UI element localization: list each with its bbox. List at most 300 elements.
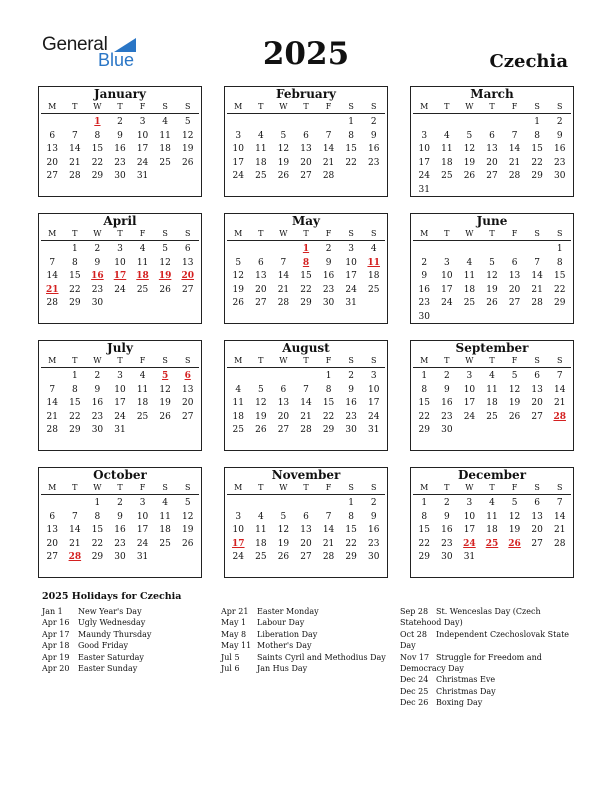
weekday-header: W xyxy=(279,483,288,492)
empty-day-cell xyxy=(41,370,64,384)
day-grid xyxy=(41,116,199,184)
holiday-entry xyxy=(400,686,572,697)
day-cell: 1 xyxy=(348,117,354,127)
empty-day-cell xyxy=(295,497,318,511)
day-cell: 15 xyxy=(531,144,543,155)
day-cell: 12 xyxy=(232,271,244,282)
day-cell: 27 xyxy=(277,425,290,436)
weekday-header: T xyxy=(72,356,78,365)
day-cell: 17 xyxy=(367,398,380,409)
day-cell: 5 xyxy=(511,498,518,508)
day-cell: 20 xyxy=(46,538,58,549)
day-cell: 28 xyxy=(46,298,58,309)
day-cell: 3 xyxy=(117,244,123,254)
weekday-header: T xyxy=(303,229,309,238)
day-cell: 10 xyxy=(367,384,380,395)
day-cell: 8 xyxy=(348,130,354,141)
day-cell: 25 xyxy=(136,284,149,295)
day-cell: 1 xyxy=(534,117,540,127)
day-cell: 14 xyxy=(46,271,58,282)
weekday-header-row xyxy=(413,228,571,241)
day-cell: 2 xyxy=(94,371,101,381)
day-cell: 8 xyxy=(348,511,354,522)
day-cell: 10 xyxy=(441,271,453,282)
weekday-header: F xyxy=(139,102,146,111)
month-name: June xyxy=(476,214,508,228)
day-cell: 13 xyxy=(486,144,498,155)
empty-day-cell xyxy=(481,116,504,130)
holiday-day-cell: 25 xyxy=(485,538,499,549)
day-cell: 13 xyxy=(300,144,312,155)
day-cell: 10 xyxy=(136,130,149,141)
weekday-header: S xyxy=(370,356,377,365)
day-cell: 22 xyxy=(322,411,335,422)
month-name: October xyxy=(93,468,147,482)
empty-day-cell xyxy=(227,497,250,511)
weekday-header: W xyxy=(465,102,474,111)
day-cell: 26 xyxy=(181,157,194,168)
weekday-header-row xyxy=(413,482,571,495)
holiday-name: Boxing Day xyxy=(436,698,483,708)
day-cell: 21 xyxy=(553,525,566,536)
day-cell: 30 xyxy=(91,425,104,436)
weekday-header: W xyxy=(279,356,288,365)
day-cell: 9 xyxy=(370,511,377,522)
day-cell: 2 xyxy=(117,498,123,508)
weekday-header: M xyxy=(48,356,57,365)
day-cell: 20 xyxy=(255,284,267,295)
weekday-header: M xyxy=(420,483,429,492)
day-cell: 6 xyxy=(49,511,56,522)
holiday-entry xyxy=(42,606,212,617)
day-cell: 6 xyxy=(303,130,309,141)
weekday-header: W xyxy=(93,356,102,365)
day-cell: 11 xyxy=(486,384,498,395)
day-cell: 19 xyxy=(277,157,290,168)
day-cell: 20 xyxy=(300,157,312,168)
weekday-header: T xyxy=(303,356,309,365)
day-grid xyxy=(41,370,199,438)
day-cell: 6 xyxy=(534,498,540,508)
day-cell: 22 xyxy=(345,538,357,549)
weekday-header: F xyxy=(139,483,146,492)
day-cell: 3 xyxy=(348,244,354,254)
day-cell: 2 xyxy=(443,498,450,508)
day-cell: 6 xyxy=(489,130,495,141)
weekday-header: T xyxy=(303,102,309,111)
day-cell: 24 xyxy=(114,284,126,295)
day-cell: 2 xyxy=(94,244,101,254)
weekday-header-row xyxy=(227,101,385,114)
holiday-date: Jul 6 xyxy=(221,663,240,673)
holiday-date: Apr 19 xyxy=(42,652,70,662)
day-cell: 26 xyxy=(277,171,290,182)
day-cell: 28 xyxy=(277,298,290,309)
day-cell: 14 xyxy=(508,144,521,155)
day-cell: 30 xyxy=(553,171,566,182)
day-cell: 20 xyxy=(300,538,312,549)
holiday-name: Struggle for Freedom and Democracy Day xyxy=(400,652,542,674)
day-cell: 25 xyxy=(441,171,453,182)
day-cell: 12 xyxy=(277,144,290,155)
weekday-header: W xyxy=(93,229,102,238)
day-cell: 14 xyxy=(300,398,312,409)
day-cell: 16 xyxy=(441,398,453,409)
day-cell: 12 xyxy=(508,511,521,522)
holiday-entry xyxy=(400,674,572,685)
day-cell: 4 xyxy=(162,498,168,508)
day-cell: 1 xyxy=(71,371,78,381)
day-cell: 14 xyxy=(69,144,81,155)
day-cell: 23 xyxy=(322,284,335,295)
day-cell: 26 xyxy=(255,425,267,436)
day-grid xyxy=(227,243,385,311)
weekday-header: S xyxy=(348,356,354,365)
day-cell: 14 xyxy=(69,525,81,536)
weekday-header: S xyxy=(370,102,377,111)
weekday-header: T xyxy=(489,483,495,492)
day-cell: 11 xyxy=(159,511,171,522)
month-name: May xyxy=(291,214,321,228)
day-cell: 9 xyxy=(370,130,377,141)
weekday-header: S xyxy=(534,102,540,111)
month-december xyxy=(410,467,574,578)
month-name: November xyxy=(271,468,341,482)
holiday-date: Sep 28 xyxy=(400,607,429,616)
empty-day-cell xyxy=(227,243,250,257)
day-cell: 20 xyxy=(46,157,58,168)
day-cell: 15 xyxy=(69,271,81,282)
day-cell: 22 xyxy=(345,157,357,168)
empty-day-cell xyxy=(295,116,318,130)
weekday-header: T xyxy=(489,356,495,365)
weekday-header: T xyxy=(258,356,264,365)
day-cell: 2 xyxy=(348,371,354,381)
holiday-name: Good Friday xyxy=(78,641,129,651)
holiday-entry xyxy=(400,697,572,708)
weekday-header: T xyxy=(72,102,78,111)
day-cell: 8 xyxy=(421,384,428,395)
day-cell: 20 xyxy=(181,398,194,409)
day-cell: 24 xyxy=(232,552,244,563)
day-cell: 6 xyxy=(280,384,287,395)
day-grid xyxy=(413,243,571,325)
weekday-header-row xyxy=(41,228,199,241)
day-cell: 11 xyxy=(463,271,476,282)
holiday-entry xyxy=(42,617,212,628)
holiday-entry xyxy=(42,652,212,663)
day-cell: 27 xyxy=(181,411,194,422)
day-cell: 6 xyxy=(511,257,518,268)
weekday-header: S xyxy=(184,102,191,111)
month-name: September xyxy=(455,341,529,355)
day-cell: 7 xyxy=(534,257,540,268)
day-cell: 19 xyxy=(159,398,171,409)
holiday-day-cell: 17 xyxy=(232,538,245,549)
day-grid xyxy=(227,370,385,438)
weekday-header: S xyxy=(162,102,168,111)
day-cell: 9 xyxy=(556,130,563,141)
weekday-header: T xyxy=(117,483,123,492)
holiday-date: Apr 20 xyxy=(42,663,70,673)
day-cell: 13 xyxy=(46,144,58,155)
holiday-name: Easter Sunday xyxy=(78,663,138,673)
day-cell: 31 xyxy=(463,552,476,563)
day-cell: 22 xyxy=(69,284,81,295)
day-cell: 7 xyxy=(325,130,332,141)
month-january xyxy=(38,86,202,197)
day-cell: 31 xyxy=(418,184,430,195)
month-april xyxy=(38,213,202,324)
empty-day-cell xyxy=(272,116,295,130)
day-cell: 21 xyxy=(277,284,290,295)
day-cell: 1 xyxy=(556,244,563,254)
day-grid xyxy=(41,497,199,565)
day-cell: 19 xyxy=(181,525,194,536)
day-grid xyxy=(41,243,199,311)
holiday-name: Liberation Day xyxy=(257,629,318,639)
weekday-header-row xyxy=(227,355,385,368)
day-cell: 3 xyxy=(139,117,146,127)
weekday-header: M xyxy=(48,229,57,238)
day-cell: 10 xyxy=(232,144,244,155)
day-cell: 22 xyxy=(91,538,104,549)
day-cell: 14 xyxy=(531,271,543,282)
weekday-header: T xyxy=(444,483,450,492)
weekday-header-row xyxy=(41,482,199,495)
weekday-header: S xyxy=(348,229,354,238)
weekday-header: F xyxy=(325,356,332,365)
day-cell: 25 xyxy=(232,425,244,436)
day-cell: 24 xyxy=(441,298,453,309)
day-cell: 18 xyxy=(159,144,171,155)
day-cell: 17 xyxy=(136,525,149,536)
empty-day-cell xyxy=(272,497,295,511)
day-cell: 23 xyxy=(345,411,357,422)
holiday-name: Maundy Thursday xyxy=(78,629,152,639)
day-cell: 11 xyxy=(232,398,244,409)
day-cell: 7 xyxy=(280,257,287,268)
day-cell: 5 xyxy=(162,244,168,254)
day-cell: 4 xyxy=(257,130,264,141)
day-cell: 17 xyxy=(345,271,357,282)
day-cell: 22 xyxy=(418,538,430,549)
empty-day-cell xyxy=(64,116,87,130)
weekday-header: W xyxy=(93,102,102,111)
day-cell: 30 xyxy=(114,552,126,563)
weekday-header-row xyxy=(413,355,571,368)
day-cell: 18 xyxy=(255,538,267,549)
day-cell: 7 xyxy=(49,384,56,395)
day-cell: 23 xyxy=(418,298,430,309)
day-cell: 5 xyxy=(280,511,287,522)
day-cell: 4 xyxy=(489,371,495,381)
day-cell: 14 xyxy=(277,271,290,282)
day-cell: 15 xyxy=(418,525,430,536)
day-cell: 18 xyxy=(463,284,476,295)
day-cell: 11 xyxy=(255,144,267,155)
weekday-header: T xyxy=(72,229,78,238)
day-cell: 29 xyxy=(69,298,81,309)
holiday-date: Apr 17 xyxy=(42,629,70,639)
day-cell: 9 xyxy=(421,271,428,282)
day-cell: 17 xyxy=(136,144,149,155)
day-cell: 11 xyxy=(136,257,149,268)
weekday-header: S xyxy=(534,483,540,492)
day-cell: 29 xyxy=(91,552,104,563)
weekday-header: S xyxy=(534,356,540,365)
day-cell: 17 xyxy=(418,157,430,168)
day-cell: 25 xyxy=(486,411,498,422)
day-cell: 27 xyxy=(531,538,543,549)
holiday-date: Jan 1 xyxy=(42,607,63,616)
weekday-header: T xyxy=(489,102,495,111)
holiday-entry xyxy=(400,652,572,675)
day-cell: 13 xyxy=(181,257,194,268)
day-cell: 11 xyxy=(136,384,149,395)
day-cell: 26 xyxy=(181,538,194,549)
holiday-name: St. Wenceslas Day (Czech Statehood Day) xyxy=(400,607,541,628)
day-cell: 4 xyxy=(489,498,495,508)
weekday-header: T xyxy=(72,483,78,492)
day-cell: 4 xyxy=(139,244,146,254)
day-cell: 13 xyxy=(181,384,194,395)
day-cell: 24 xyxy=(418,171,430,182)
day-cell: 5 xyxy=(184,117,191,127)
holiday-name: Labour Day xyxy=(257,618,305,628)
day-cell: 13 xyxy=(531,511,543,522)
empty-day-cell xyxy=(250,243,273,257)
empty-day-cell xyxy=(413,116,436,130)
day-cell: 11 xyxy=(486,511,498,522)
day-cell: 15 xyxy=(553,271,566,282)
day-cell: 23 xyxy=(553,157,566,168)
day-cell: 1 xyxy=(94,498,101,508)
day-cell: 23 xyxy=(367,538,380,549)
day-cell: 16 xyxy=(322,271,335,282)
weekday-header: M xyxy=(420,356,429,365)
empty-day-cell xyxy=(295,370,318,384)
day-cell: 29 xyxy=(69,425,81,436)
day-cell: 16 xyxy=(114,144,126,155)
day-cell: 26 xyxy=(277,552,290,563)
holiday-date: Dec 26 xyxy=(400,698,429,708)
day-cell: 10 xyxy=(418,144,430,155)
holiday-date: Jul 5 xyxy=(221,652,240,662)
month-february xyxy=(224,86,388,197)
empty-day-cell xyxy=(436,243,459,257)
day-cell: 26 xyxy=(508,411,521,422)
day-cell: 3 xyxy=(235,511,242,522)
day-cell: 19 xyxy=(508,398,521,409)
day-cell: 29 xyxy=(418,425,430,436)
holiday-column xyxy=(221,606,391,674)
day-cell: 31 xyxy=(136,171,149,182)
day-cell: 21 xyxy=(508,157,521,168)
empty-day-cell xyxy=(458,116,481,130)
holiday-day-cell: 16 xyxy=(91,271,104,282)
day-cell: 10 xyxy=(114,257,126,268)
month-name: January xyxy=(94,87,146,101)
weekday-header: T xyxy=(444,102,450,111)
day-cell: 22 xyxy=(531,157,543,168)
day-cell: 19 xyxy=(255,411,267,422)
day-cell: 9 xyxy=(443,511,450,522)
day-cell: 20 xyxy=(531,525,543,536)
day-cell: 18 xyxy=(441,157,453,168)
holiday-name: Christmas Day xyxy=(436,686,496,696)
day-cell: 8 xyxy=(71,257,78,268)
holiday-entry xyxy=(42,629,212,640)
day-cell: 9 xyxy=(348,384,354,395)
empty-day-cell xyxy=(317,116,340,130)
day-cell: 3 xyxy=(139,498,146,508)
day-cell: 5 xyxy=(466,130,473,141)
day-cell: 18 xyxy=(486,525,498,536)
day-grid xyxy=(227,116,385,184)
weekday-header: F xyxy=(511,483,518,492)
day-cell: 12 xyxy=(181,511,194,522)
weekday-header: F xyxy=(511,356,518,365)
day-cell: 17 xyxy=(463,525,476,536)
day-cell: 21 xyxy=(69,157,81,168)
day-cell: 31 xyxy=(114,425,126,436)
holiday-entry xyxy=(42,663,212,674)
weekday-header: W xyxy=(465,483,474,492)
holiday-entry xyxy=(400,606,572,629)
weekday-header: S xyxy=(348,102,354,111)
day-cell: 24 xyxy=(136,157,149,168)
day-cell: 23 xyxy=(114,157,126,168)
holiday-day-cell: 21 xyxy=(46,284,59,295)
month-name: February xyxy=(275,87,336,101)
day-cell: 22 xyxy=(553,284,566,295)
day-cell: 12 xyxy=(463,144,476,155)
weekday-header: W xyxy=(279,102,288,111)
holidays-title: 2025 Holidays for Czechia xyxy=(42,591,182,602)
empty-day-cell xyxy=(481,243,504,257)
day-cell: 8 xyxy=(94,511,101,522)
day-cell: 2 xyxy=(370,498,377,508)
day-cell: 5 xyxy=(511,371,518,381)
month-july xyxy=(38,340,202,451)
weekday-header: T xyxy=(117,356,123,365)
day-cell: 23 xyxy=(91,284,104,295)
day-cell: 20 xyxy=(508,284,521,295)
weekday-header-row xyxy=(413,101,571,114)
day-cell: 23 xyxy=(441,411,453,422)
weekday-header: M xyxy=(234,483,243,492)
day-cell: 21 xyxy=(322,538,335,549)
day-cell: 17 xyxy=(114,398,126,409)
day-cell: 23 xyxy=(367,157,380,168)
day-cell: 3 xyxy=(466,498,473,508)
day-cell: 14 xyxy=(553,384,566,395)
day-cell: 4 xyxy=(235,384,242,395)
day-cell: 11 xyxy=(441,144,453,155)
day-cell: 12 xyxy=(159,384,171,395)
holiday-date: Nov 17 xyxy=(400,652,430,662)
day-cell: 14 xyxy=(322,525,335,536)
day-cell: 29 xyxy=(91,171,104,182)
weekday-header: S xyxy=(556,102,563,111)
day-cell: 30 xyxy=(322,298,335,309)
weekday-header: M xyxy=(234,229,243,238)
month-name: December xyxy=(457,468,527,482)
day-cell: 3 xyxy=(370,371,377,381)
month-may xyxy=(224,213,388,324)
holiday-date: Dec 25 xyxy=(400,686,429,696)
